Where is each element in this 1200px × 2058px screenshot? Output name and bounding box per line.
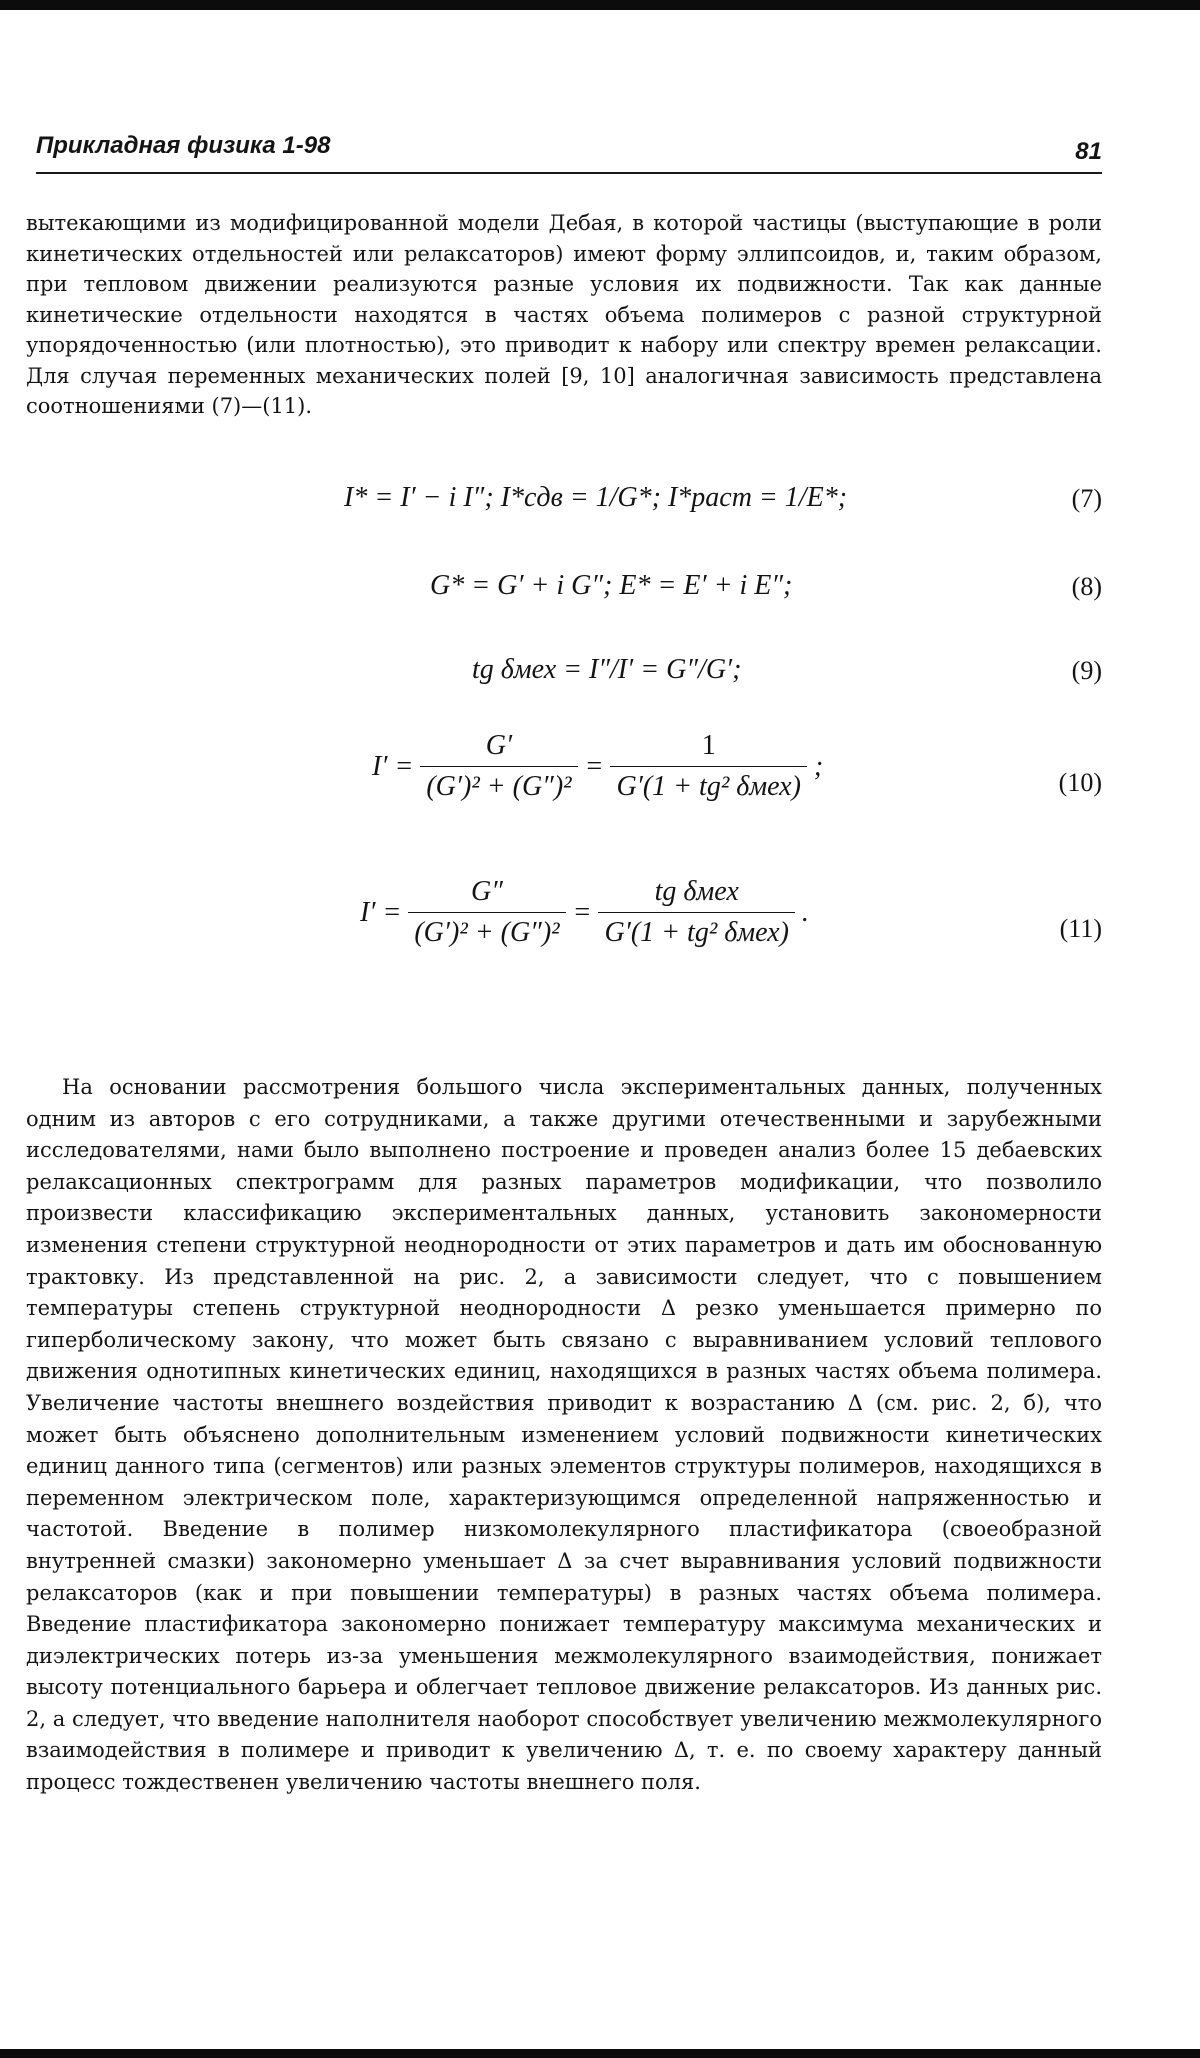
equation-10 <box>26 730 1102 840</box>
equation-7-number: (7) <box>1071 484 1102 513</box>
equation-8-number: (8) <box>1071 572 1102 601</box>
equation-11-fraction-1 <box>408 876 565 949</box>
equation-10-lhs: I′ = <box>372 750 414 782</box>
equation-7 <box>26 474 1102 534</box>
equation-11-tail: . <box>801 896 809 928</box>
scan-bottom-edge <box>0 2049 1200 2058</box>
equation-10-equals: = <box>584 750 604 782</box>
equation-7-body: I* = I′ − i I″; I*сдв = 1/G*; I*раст = 1/E*; <box>344 482 848 513</box>
equation-11-number: (11) <box>1059 914 1102 943</box>
equation-9-number: (9) <box>1071 656 1102 685</box>
equation-11-numerator-1: G″ <box>408 876 565 913</box>
equation-11-fraction-2 <box>598 876 794 949</box>
equation-11-denominator-1: (G′)² + (G″)² <box>414 917 560 948</box>
equation-9-body: tg δмех = I″/I′ = G″/G′; <box>472 654 742 685</box>
equation-10-denominator-2: G′(1 + tg² δмех) <box>616 771 801 802</box>
equation-10-numerator-1: G′ <box>420 730 577 767</box>
equation-11-lhs: I′ = <box>360 896 402 928</box>
equation-11-body <box>360 876 809 949</box>
page-number: 81 <box>1075 138 1102 165</box>
equation-9 <box>26 646 1102 706</box>
equation-8-body: G* = G′ + i G″; E* = E′ + i E″; <box>430 570 793 601</box>
equation-11-numerator-2: tg δмех <box>598 876 794 913</box>
running-header <box>36 128 1102 174</box>
equation-11-equals: = <box>572 896 592 928</box>
equation-10-number: (10) <box>1058 768 1102 797</box>
equation-10-fraction-1 <box>420 730 577 803</box>
equation-10-tail: ; <box>813 750 824 782</box>
paragraph-2: На основании рассмотрения большого числа экспериментальных данных, полученных одним из авторов с его сотрудниками, а также другими отечественными и зарубежными исследователями, нами было выполнено построение и проведен анализ более 15 дебаевских релаксационных спектрограмм для разных параметров модификации, что позволило произвести классификацию экспериментальных данных, установить закономерности изменения степени структурной неоднородности от этих параметров и дать им обоснованную трактовку. Из представленной на рис. 2, а зависимости следует, что с повышением температуры степень структурной неоднородности Δ резко уменьшается примерно по гиперболическому закону, что может быть связано с выравниванием условий теплового движения однотипных кинетических единиц, находящихся в разных частях объема полимера. Увеличение частоты внешнего воздействия приводит к возрастанию Δ (см. рис. 2, б), что может быть объяснено дополнительным изменением условий подвижности кинетических единиц данного типа (сегментов) или разных элементов структуры полимеров, находящихся в переменном электрическом поле, характеризующимся определенной напряженностью и частотой. Введение в полимер низкомолекулярного пластификатора (своеобразной внутренней смазки) закономерно уменьшает Δ за счет выравнивания условий подвижности релаксаторов (как и при повышении температуры) в разных частях объема полимера. Введение пластификатора закономерно понижает температуру максимума механических и диэлектрических потерь из-за уменьшения межмолекулярного взаимодействия, понижает высоту потенциального барьера и облегчает тепловое движение релаксаторов. Из данных рис. 2, а следует, что введение наполнителя наоборот способствует увеличению межмолекулярного взаимодействия в полимере и приводит к увеличению Δ, т. е. по своему характеру данный процесс тождественен увеличению частоты внешнего поля. <box>26 1075 1102 1795</box>
scan-top-edge <box>0 0 1200 10</box>
equation-10-numerator-2: 1 <box>610 730 806 767</box>
equation-11 <box>26 876 1102 986</box>
equation-10-fraction-2 <box>610 730 806 803</box>
equation-8 <box>26 562 1102 622</box>
journal-title: Прикладная физика 1-98 <box>36 132 331 159</box>
equation-10-body <box>372 730 823 803</box>
paragraph-1: вытекающими из модифицированной модели Дебая, в которой частицы (выступающие в роли кинетических отдельностей или релаксаторов) имеют форму эллипсоидов, и, таким образом, при тепловом движении реализуются разные условия их подвижности. Так как данные кинетические отдельности находятся в частях объема полимеров с разной структурной упорядоченностью (или плотностью), это приводит к набору или спектру времен релаксации. Для случая переменных механических полей [9, 10] аналогичная зависимость представлена соотношениями (7)—(11). <box>26 211 1102 418</box>
equation-11-denominator-2: G′(1 + tg² δмех) <box>604 917 789 948</box>
equation-10-denominator-1: (G′)² + (G″)² <box>426 771 572 802</box>
